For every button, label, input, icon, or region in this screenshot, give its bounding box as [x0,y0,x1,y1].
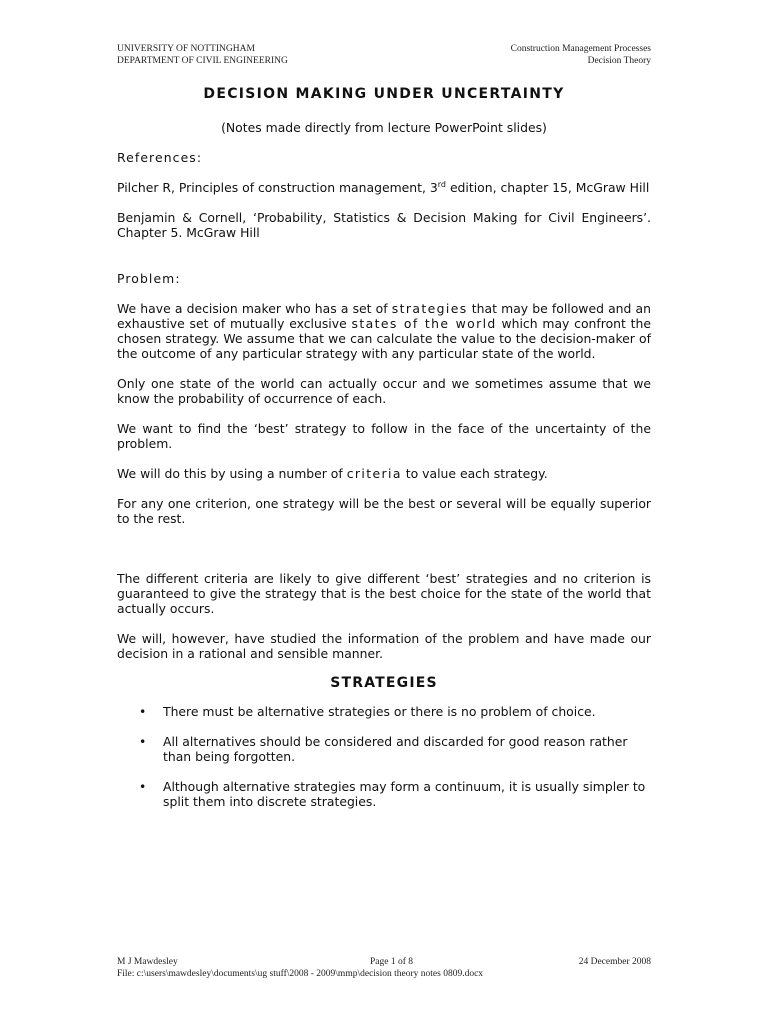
paragraph: Only one state of the world can actually occur and we sometimes assume that we know the probability of occurrence of each. [117,376,651,406]
document-body [117,87,651,809]
footer-author: M J Mawdesley [117,957,178,967]
reference-item: Pilcher R, Principles of construction management, 3rd edition, chapter 15, McGraw Hill [117,180,650,195]
paragraph: We have a decision maker who has a set of strategies that may be followed and an exhaustive set of mutually exclusive states of the world which may confront the chosen strategy. We assume that we can calculate the value to the decision-maker of the outcome of any particular strategy with any particular state of the world. [117,301,652,361]
header-topic: Decision Theory [587,56,651,66]
header-course: Construction Management Processes [510,44,651,54]
bullet-icon: • [139,734,147,749]
problem-heading: Problem: [117,271,181,286]
document-subtitle: (Notes made directly from lecture PowerPoint slides) [221,120,547,135]
paragraph: We want to find the ‘best’ strategy to follow in the face of the uncertainty of the problem. [117,421,651,451]
references-heading: References: [117,150,203,165]
document-title: DECISION MAKING UNDER UNCERTAINTY [203,86,565,102]
bullet-icon: • [139,779,147,794]
paragraph: We will do this by using a number of criteria to value each strategy. [117,466,548,481]
header-university: UNIVERSITY OF NOTTINGHAM [117,44,255,54]
bullet-icon: • [139,704,147,719]
list-item: • All alternatives should be considered and discarded for good reason rather than being forgotten. [139,734,628,764]
strategies-heading: STRATEGIES [330,675,438,691]
footer-date: 24 December 2008 [578,957,651,967]
reference-item: Benjamin & Cornell, ‘Probability, Statistics & Decision Making for Civil Engineers’. Chapter 5. McGraw Hill [117,210,651,240]
footer-page-number: Page 1 of 8 [370,957,414,967]
header-department: DEPARTMENT OF CIVIL ENGINEERING [117,56,288,66]
paragraph: For any one criterion, one strategy will be the best or several will be equally superior to the rest. [117,496,651,526]
list-item: • Although alternative strategies may form a continuum, it is usually simpler to split them into discrete strategies. [139,779,646,809]
footer-file-path: File: c:\users\mawdesley\documents\ug stuff\2008 - 2009\mmp\decision theory notes 0809.docx [117,969,484,979]
strategies-list [117,704,651,809]
page-footer [117,956,651,980]
paragraph: We will, however, have studied the information of the problem and have made our decision in a rational and sensible manner. [117,631,651,661]
paragraph: The different criteria are likely to give different ‘best’ strategies and no criterion is guaranteed to give the strategy that is the best choice for the state of the world that actually occurs. [117,571,651,616]
list-item: • There must be alternative strategies or there is no problem of choice. [139,704,596,719]
